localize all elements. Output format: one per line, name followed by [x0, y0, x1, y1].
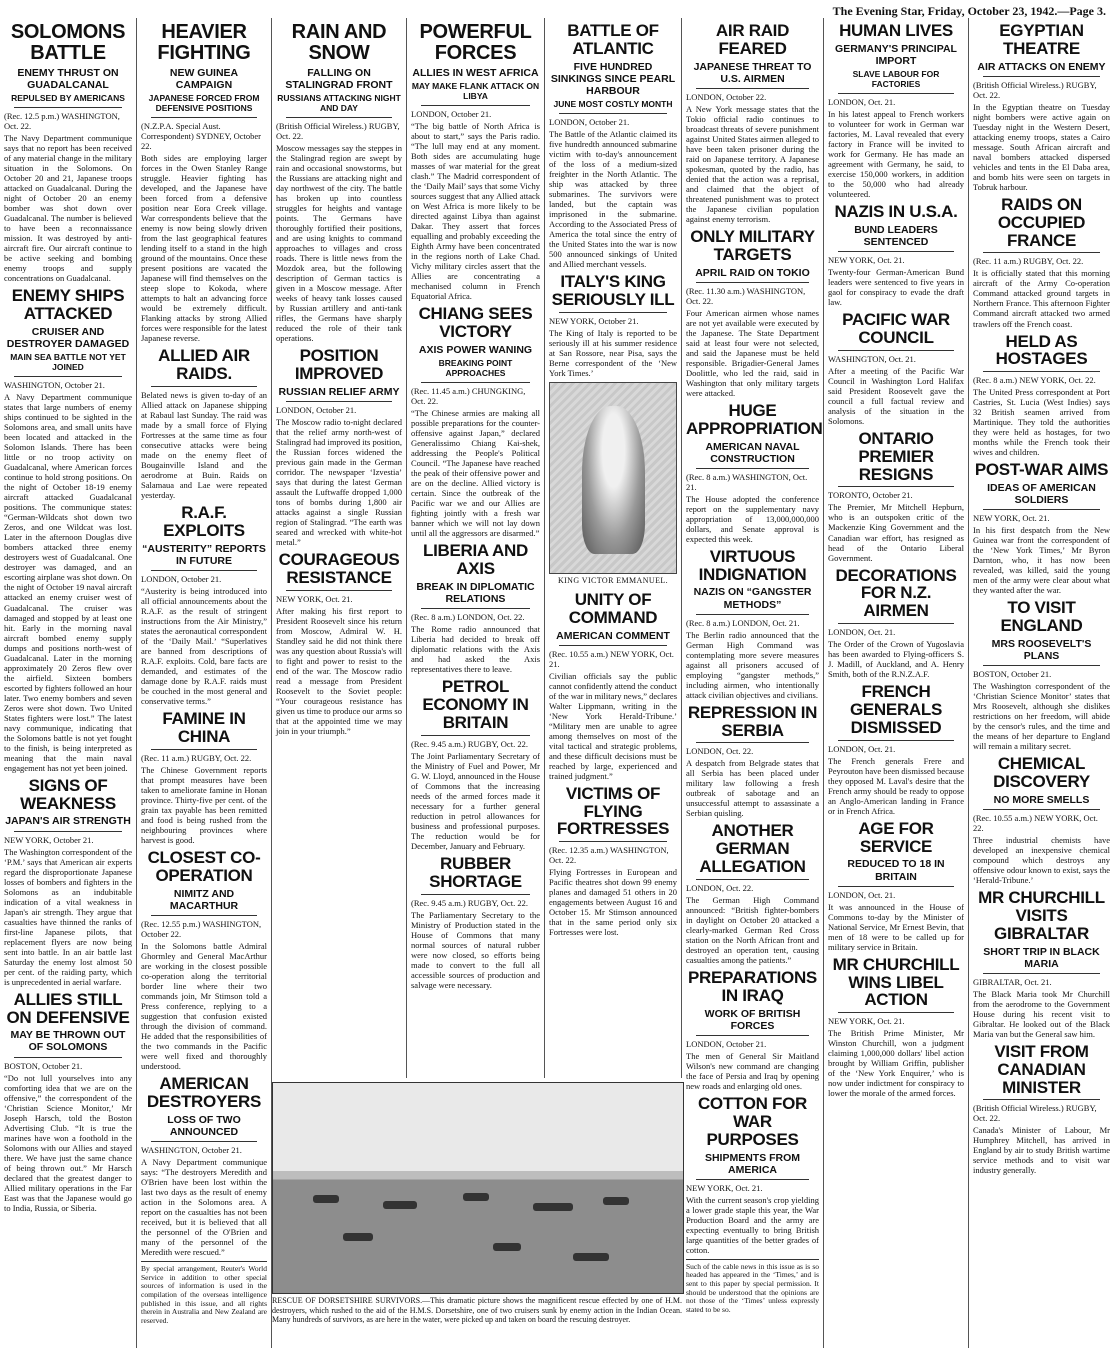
- story-dateline: BOSTON, October 21.: [973, 669, 1052, 680]
- column-5: [545, 18, 682, 1078]
- story-headline: AGE FOR SERVICE: [858, 818, 934, 856]
- story-headline: ANOTHER GERMAN ALLEGATION: [699, 821, 806, 877]
- story-headline: RAIDS ON OCCUPIED FRANCE: [997, 194, 1086, 250]
- news-story: [686, 822, 819, 965]
- story-headline: POSITION IMPROVED: [294, 346, 384, 384]
- divider-rule: [983, 76, 1100, 77]
- news-story: [828, 22, 964, 199]
- column-2: [137, 18, 272, 1348]
- story-dateline: (Rec. 11 a.m.) RUGBY, Oct. 22.: [973, 256, 1084, 267]
- divider-rule: [14, 107, 122, 108]
- news-story: [828, 203, 964, 307]
- story-dateline: LONDON, Oct. 21.: [828, 743, 896, 754]
- divider-rule: [286, 117, 392, 118]
- story-dateline: (Rec. 10.55 a.m.) NEW YORK, Oct. 22.: [973, 813, 1098, 834]
- story-headline: VIRTUOUS INDIGNATION: [698, 546, 807, 584]
- story-headline: PACIFIC WAR COUNCIL: [842, 310, 950, 347]
- story-body: The Parliamentary Secretary to the Ministry of Production stated in the House of Commons that many normal sources of natural rubber were now closed, so efforts being made to convert to the full all accessible sources of production and salvage were necessary.: [411, 909, 540, 990]
- divider-rule: [696, 282, 809, 283]
- story-headline: ENEMY SHIPS ATTACKED: [11, 286, 125, 324]
- divider-rule: [696, 1035, 809, 1036]
- story-dateline: (Rec. 11 a.m.) RUGBY, Oct. 22.: [141, 752, 252, 763]
- story-subheadline: BREAKING POINT APPROACHES: [438, 358, 513, 379]
- ship-photo-caption: RESCUE OF DORSETSHIRE SURVIVORS.—This dramatic picture shows the magnificent rescue effected by one of H.M. destroyers, which rushed to the aid of the H.M.S. Dorsetshire, one of two cruisers sunk by enemy action in the Indian Ocean. Many hundreds of survivors, as are here in the water, were picked up and taken on board the rescuing destroyer.: [272, 1296, 682, 1325]
- story-subheadline: WORK OF BRITISH FORCES: [704, 1007, 801, 1032]
- story-dateline: NEW YORK, October 21.: [549, 315, 639, 326]
- story-body: The French generals Frere and Peyrouton have been dismissed because they opposed M. Laval's desire that the French army should be ready to oppose an Anglo-American landing in France or in French Africa.: [828, 755, 964, 816]
- story-headline: DECORATIONS FOR N.Z. AIRMEN: [835, 565, 957, 621]
- story-dateline: BOSTON, October 21.: [4, 1060, 83, 1071]
- story-dateline: LONDON, October 21.: [411, 109, 492, 120]
- news-story: [141, 1075, 267, 1257]
- news-story: [549, 22, 677, 269]
- story-body: Four American airmen whose names are not yet available were executed by the Japanese. The State Department said at least four were not selected, and said the Japanese must be held responsible. Brigadier-General James Doolittle, who led the raid, said in Washington that only military targets were attacked.: [686, 307, 819, 398]
- divider-rule: [151, 749, 257, 750]
- story-headline: VISIT FROM CANADIAN MINISTER: [994, 1041, 1089, 1097]
- story-dateline: (Rec. 8 a.m.) LONDON, Oct. 22.: [411, 612, 525, 623]
- news-story: [411, 542, 540, 674]
- story-headline: ONTARIO PREMIER RESIGNS: [858, 428, 934, 484]
- column-6: [682, 18, 824, 1348]
- story-body: “Do not lull yourselves into any comforting idea that we are on the offensive,” the correspondent of the ‘Christian Science Monitor,’ Mr Joseph Harsch, told the Boston Advertising Club. “It is true the marines have won a foothold in the Solomons with our Allies and stayed there. We have just the same chance of being thrown out.” Mr Harsch declared that the greatest danger to Allied military operations in the Far East was that the Japanese would go to India, Russia, or Siberia.: [4, 1072, 132, 1213]
- story-dateline: LONDON, Oct. 21.: [828, 96, 896, 107]
- story-dateline: LONDON, October 21.: [276, 405, 357, 416]
- news-story: [686, 22, 819, 224]
- news-story: [411, 22, 540, 301]
- story-subheadline: NIMITZ AND MACARTHUR: [169, 887, 239, 912]
- story-headline: HUMAN LIVES: [839, 21, 953, 40]
- news-story: [828, 956, 964, 1099]
- story-subheadline: “AUSTERITY” REPORTS IN FUTURE: [142, 542, 266, 568]
- story-body: The Berlin radio announced that the German High Command was contemplating more severe measures against all prisoners accused of employing “gangster methods,” including airmen, who intentionally attack civilian objectives and civilians.: [686, 629, 819, 700]
- divider-rule: [421, 894, 530, 895]
- news-story: [973, 889, 1110, 1039]
- story-subheadline: RUSSIANS ATTACKING NIGHT AND DAY: [277, 93, 401, 114]
- story-dateline: NEW YORK, Oct. 21.: [686, 1182, 763, 1193]
- divider-rule: [838, 886, 954, 887]
- story-subheadline: LOSS OF TWO ANNOUNCED: [167, 1113, 241, 1138]
- story-subheadline: JAPANESE FORCED FROM DEFENSIVE POSITIONS: [148, 93, 260, 114]
- ship-rescue-photo: [272, 1082, 684, 1294]
- story-body: Belated news is given to-day of an Allied attack on Japanese shipping at Rabaul last Sunday. The raid was made by a small force of Flying Fortresses at the same time as four consecutive attacks were being made on the enemy fleet of Bougainville Island and the aerodrome at Buin. Raids on Salamaua and Lae were repeated yesterday.: [141, 390, 267, 501]
- divider-rule: [696, 614, 809, 615]
- story-dateline: NEW YORK, Oct. 21.: [828, 255, 905, 266]
- divider-rule: [838, 93, 954, 94]
- story-dateline: NEW YORK, Oct. 21.: [276, 594, 353, 605]
- story-body: A despatch from Belgrade states that all Serbia has been placed under military law following a fresh outbreak of sabotage and an unsuccessful attempt to assassinate a Serbian quisling.: [686, 758, 819, 819]
- divider-rule: [151, 1141, 257, 1142]
- story-body: With the current season's crop yielding a lower grade staple this year, the War Production Board and the army are expecting eventually to bring British large quantities of the better grades of cotton.: [686, 1194, 819, 1255]
- divider-rule: [286, 401, 392, 402]
- story-dateline: (Rec. 8 a.m.) WASHINGTON, Oct. 21.: [686, 471, 808, 492]
- story-subheadline: MAY MAKE FLANK ATTACK ON LIBYA: [411, 81, 540, 102]
- news-story: [276, 551, 402, 736]
- story-body: The King of Italy is reported to be seriously ill at his summer residence at San Rossore, near Pisa, says the Berne correspondent of the ‘New York Times.’: [549, 327, 677, 378]
- news-story: [686, 704, 819, 819]
- divider-rule: [696, 742, 809, 743]
- story-dateline: LONDON, October 21.: [686, 1038, 767, 1049]
- story-headline: UNITY OF COMMAND: [568, 589, 658, 627]
- story-body: Moscow messages say the steppes in the Stalingrad region are swept by rain and occasional snowstorms, but the Russians are attacking night and day northwest of the city. The battle has broken up into countless struggles for heights and vantage points. The Germans have thoroughly fortified their positions, and are using knights to command approaches to villages and cross roads. There is little news from the Mozdok area, but the following description of German tactics is given in a Moscow message. After weeks of heavy tank losses caused by Russian artillery and anti-tank rifles, the Germans have sharply reduced the role of their tank operations.: [276, 143, 402, 344]
- divider-rule: [983, 665, 1100, 666]
- story-body: Both sides are employing larger forces in the Owen Stanley Range struggle. Heavier fighting has developed, and the Japanese have been forced from a defensive position near Eora Creek village. War correspondents believe that the enemy is now being slowly driven from the last geographical features lending itself to a stand in the high ground of the mountains. Once these present positions are vacated the Japanese will find themselves on the steep slope to Kokoda, where attempts to halt an advancing force would be extremely difficult. Flanking attacks by strong Allied forces were responsible for the latest Japanese reverse.: [141, 153, 267, 344]
- story-dateline: LONDON, October 22.: [686, 91, 767, 102]
- story-subheadline: SHORT TRIP IN BLACK MARIA: [983, 945, 1100, 970]
- news-story: [141, 347, 267, 500]
- news-story: [828, 430, 964, 563]
- news-story: [973, 461, 1110, 595]
- story-headline: COTTON FOR WAR PURPOSES: [697, 1094, 808, 1149]
- news-story: [549, 785, 677, 938]
- news-story: [549, 273, 677, 378]
- news-story: [686, 400, 823, 544]
- story-body: The men of General Sir Maitland Wilson's new command are changing the face of Persia and Iraq by opening new roads and enlarging old ones.: [686, 1050, 819, 1091]
- divider-rule: [151, 117, 257, 118]
- divider-rule: [838, 251, 954, 252]
- story-headline: MR CHURCHILL VISITS GIBRALTAR: [978, 888, 1105, 943]
- news-story: [686, 548, 819, 700]
- divider-rule: [151, 915, 257, 916]
- story-headline: TO VISIT ENGLAND: [1000, 598, 1083, 636]
- news-story: [828, 567, 964, 680]
- divider-rule: [983, 973, 1100, 974]
- divider-rule: [838, 1012, 954, 1013]
- column-7: [824, 18, 969, 1348]
- column-3: [272, 18, 407, 1078]
- story-body: After making his first report to President Roosevelt since his return from Moscow, Admiral W. H. Standley said he did not think there was any question about Russia's will to fight and power to resist to the end of the war. The Moscow radio read a message from President Roosevelt to the Soviet people: “Your courageous resistance has given us time to produce our arms so that at the appointed time we may join in your triumph.”: [276, 606, 402, 737]
- story-headline: ITALY'S KING SERIOUSLY ILL: [551, 272, 675, 309]
- story-subheadline: BUND LEADERS SENTENCED: [854, 223, 938, 249]
- story-subheadline: FIVE HUNDRED SINKINGS SINCE PEARL HARBOUR: [550, 60, 676, 97]
- column-1: [0, 18, 137, 1348]
- story-subheadline: CRUISER AND DESTROYER DAMAGED: [6, 326, 130, 351]
- news-story: [411, 305, 540, 538]
- news-story: [141, 22, 267, 343]
- story-headline: FAMINE IN CHINA: [162, 709, 246, 747]
- story-dateline: LONDON, Oct. 22.: [686, 883, 754, 894]
- press-rights-note: By special arrangement, Reuter's World Service in addition to other special sources of information is used in the compilation of the overseas intelligence published in this issue, and all rights therein in Australia and New Zealand are reserved.: [141, 1261, 267, 1325]
- divider-rule: [559, 645, 667, 646]
- story-body: The Washington correspondent of the ‘Christian Science Monitor’ states that Mrs Roosevelt, although she dislikes restrictions on her freedom, will abide by the censor's rules, and the time and the means of her departure to England will remain a military secret.: [973, 681, 1110, 752]
- story-subheadline: SLAVE LABOUR FOR FACTORIES: [852, 68, 940, 89]
- story-headline: SIGNS OF WEAKNESS: [20, 775, 116, 813]
- divider-rule: [421, 608, 530, 609]
- story-dateline: NEW YORK, Oct. 21.: [973, 513, 1050, 524]
- story-dateline: GIBRALTAR, Oct. 21.: [973, 976, 1052, 987]
- divider-rule: [696, 879, 809, 880]
- story-body: The Order of the Crown of Yugoslavia has been awarded to Flying-officers S. J. Madill, of Auckland, and A. Henry Smith, both of the R.N.Z.A.F.: [828, 639, 964, 680]
- story-body: A Navy Department communique states that large numbers of enemy ships continued to be sighted in the Solomons area, and small units have been located and attacked in the Solomon Islands. There has been little or no troop activity on Guadalcanal, where American forces continue to hold strong positions. On the night of October 18-19 enemy aircraft attacked Guadalcanal positions. The communique states: “German-Wildcats shot down two Zeros, and one Wildcat was lost. Later in the afternoon Douglas dive bombers attacked three enemy destroyers west of Guadalcanal. One destroyer was damaged, and an escorting airplane was shot down. On the night of October 19 naval aircraft attacked an enemy cruiser west of Guadalcanal. The cruiser was damaged and stopped by at least one hit. Early in the morning naval aircraft bombed enemy supply dumps and positions north-west of Guadalcanal. Later in the morning approximately 20 Zeros flew over the airfield. Sixteen bombers escorted by fighters followed an hour later. Two enemy bombers and seven Zeros were shot down. Two United States fighters were lost.” The latest navy communique, indicating that the Solomons battle is not yet fought to the finish, is being interpreted as meaning that the main naval engagement has not yet been joined.: [4, 392, 132, 773]
- divider-rule: [838, 740, 954, 741]
- story-body: The Joint Parliamentary Secretary of the Ministry of Fuel and Power, Mr G. W. Lloyd, announced in the House of Commons that the increasing needs of the armed forces made it necessary for a further general reduction in petrol allowances for business and professional purposes. The reduction would be for December, January and February.: [411, 750, 540, 851]
- news-story: [141, 849, 267, 1071]
- story-headline: MR CHURCHILL WINS LIBEL ACTION: [832, 954, 960, 1010]
- story-headline: HELD AS HOSTAGES: [995, 331, 1088, 369]
- column-4: [407, 18, 545, 1078]
- story-dateline: (Rec. 12.35 a.m.) WASHINGTON, Oct. 22.: [549, 845, 669, 866]
- story-headline: NAZIS IN U.S.A.: [834, 202, 958, 222]
- story-dateline: WASHINGTON, Oct. 21.: [828, 353, 916, 364]
- story-subheadline: REPULSED BY AMERICANS: [11, 93, 125, 104]
- story-subheadline: FALLING ON STALINGRAD FRONT: [285, 67, 393, 92]
- story-headline: PETROL ECONOMY IN BRITAIN: [422, 677, 529, 732]
- news-story: [686, 969, 819, 1091]
- story-dateline: LONDON, Oct. 21.: [828, 627, 896, 638]
- story-subheadline: NO MORE SMELLS: [993, 794, 1090, 806]
- story-body: The German High Command announced: “British fighter-bombers in daylight on October 20 attacked a clearly-marked German Red Cross station on the North African front and destroyed an operation tent, causing casualties among the patients.”: [686, 895, 819, 966]
- divider-rule: [838, 486, 954, 487]
- story-subheadline: ENEMY THRUST ON GUADALCANAL: [17, 67, 119, 92]
- story-dateline: WASHINGTON, October 21.: [141, 1144, 242, 1155]
- story-body: In his first despatch from the New Guinea war front the correspondent of the ‘New York Times,’ Mr Byron Darnton, who, it has now been revealed, was killed, said the young men of the army were clear about what they wanted after the war.: [973, 525, 1110, 596]
- story-body: In his latest appeal to French workers to volunteer for work in German war factories, M. Laval revealed that every factory in France will be invited to work for Germany. He has made an agreement with Germany, he said, to exercise 150,000 workers, in addition to the 50,000 who had already volunteered.: [828, 108, 964, 200]
- news-story: [4, 22, 132, 283]
- story-subheadline: BREAK IN DIPLOMATIC RELATIONS: [416, 580, 535, 606]
- story-subheadline: SHIPMENTS FROM AMERICA: [704, 1151, 801, 1176]
- story-subheadline: NAZIS ON “GANGSTER METHODS”: [693, 586, 812, 611]
- story-dateline: (Rec. 11.45 a.m.) CHUNGKING, Oct. 22.: [411, 386, 526, 407]
- divider-rule: [696, 88, 809, 89]
- news-story: [973, 333, 1110, 458]
- story-subheadline: MAIN SEA BATTLE NOT YET JOINED: [10, 352, 126, 373]
- divider-rule: [838, 623, 954, 624]
- story-subheadline: JAPAN'S AIR STRENGTH: [5, 815, 131, 828]
- story-dateline: LONDON, October 21.: [549, 116, 630, 127]
- story-dateline: (Rec. 8 a.m.) NEW YORK, Oct. 22.: [973, 375, 1096, 386]
- story-subheadline: ALLIES IN WEST AFRICA: [412, 67, 539, 79]
- story-dateline: LONDON, Oct. 22.: [686, 746, 754, 757]
- story-body: The Navy Department communique says that no report has been received of any material change in the military situation in the Solomons. On October 20 and 21, Japanese troops attacked on Guadalcanal. During the night of October 20 an enemy bomber was shot down over Guadalcanal. The number is believed to have been a reconnaissance mission. It was destroyed by anti-aircraft fire. Our aircraft continue to be active seeking and bombing enemy troops and supply concentrations on Guadalcanal.: [4, 133, 132, 284]
- divider-rule: [14, 376, 122, 377]
- story-dateline: (Rec. 9.45 a.m.) RUGBY, Oct. 22.: [411, 738, 528, 749]
- divider-rule: [983, 509, 1100, 510]
- story-headline: POST-WAR AIMS: [974, 460, 1109, 480]
- story-subheadline: AXIS POWER WANING: [418, 344, 533, 357]
- divider-rule: [151, 570, 257, 571]
- story-headline: CHIANG SEES VICTORY: [418, 304, 533, 342]
- story-subheadline: AMERICAN NAVAL CONSTRUCTION: [705, 440, 800, 465]
- story-subheadline: JUNE MOST COSTLY MONTH: [553, 98, 673, 109]
- divider-rule: [983, 371, 1100, 372]
- story-headline: PREPARATIONS IN IRAQ: [688, 968, 817, 1005]
- news-story: [686, 1095, 819, 1255]
- divider-rule: [286, 590, 392, 591]
- story-body: “Austerity is being introduced into all official announcements about the R.A.F. as the result of stringent instructions from the Air Ministry,” states the aeronautical correspondent of the ‘Daily Mail.’ “Superlatives are banned from descriptions of R.A.F. exploits. Cold, bare facts are demanded, and estimates of the damage done by R.A.F. raids must be couched in the most general and conservative terms.”: [141, 586, 267, 707]
- news-story: [411, 678, 540, 851]
- story-subheadline: NEW GUINEA CAMPAIGN: [169, 67, 239, 92]
- story-body: The Moscow radio to-night declared that the relief army north-west of Stalingrad had improved its position, the Russian forces widened the previous gain made in the German corridor. The newspaper ‘Izvestia’ says that during the latest German assault the Luftwaffe dropped 1,000 tons of bombs during 1,800 air attacks against a single Russian region of Stalingrad. “The earth was seared and wrecked with white-hot metal.”: [276, 417, 402, 548]
- story-dateline: LONDON, Oct. 21.: [828, 889, 896, 900]
- story-headline: HUGE APPROPRIATION: [686, 400, 823, 438]
- story-subheadline: RUSSIAN RELIEF ARMY: [278, 386, 400, 399]
- story-dateline: WASHINGTON, October 21.: [4, 380, 105, 391]
- story-subheadline: MRS ROOSEVELT'S PLANS: [991, 638, 1092, 663]
- news-story: [276, 347, 402, 547]
- story-body: Twenty-four German-American Bund leaders were sentenced to five years in gaol for conspiracy to evade the draft law.: [828, 267, 964, 308]
- divider-rule: [983, 1099, 1100, 1100]
- story-subheadline: MAY BE THROWN OUT OF SOLOMONS: [10, 1029, 126, 1054]
- story-body: The Black Maria took Mr Churchill from the aerodrome to the Government House during his recent visit to Gibraltar. He looked out of the Black Maria van but the General saw him.: [973, 988, 1110, 1039]
- divider-rule: [559, 312, 667, 313]
- story-headline: HEAVIER FIGHTING: [157, 21, 251, 64]
- news-story: [4, 777, 132, 987]
- divider-rule: [421, 735, 530, 736]
- story-body: The British Prime Minister, Mr Winston Churchill, won a judgment claiming 1,000,000 dollars' libel action brought by William Griffin, publisher of the ‘New York Enquirer,’ who is now under indictment for conspiracy to lower the morale of the armed forces.: [828, 1028, 964, 1099]
- story-dateline: (N.Z.P.A. Special Aust. Correspondent) SYDNEY, October 22.: [141, 121, 262, 152]
- column-8: [969, 18, 1114, 1348]
- story-body: The Washington correspondent of the ‘P.M.’ says that American air experts regard the disproportionate Japanese losses of bombers and fighters in the Solomons as an indubitable indication of a vital weakness in Japan's air strength. They argue that casualties have thinned the ranks of first-line Japanese pilots, that replacement flyers are now being sent into battle. In an air battle last Saturday the enemy lost almost 50 per cent. of the raiding party, which is unprecedented in aerial warfare.: [4, 846, 132, 987]
- story-body: Three industrial chemists have developed an inexpensive chemical compound which destroys any offensive odour known to exist, says the ‘Herald-Tribune.’: [973, 835, 1111, 886]
- story-subheadline: IDEAS OF AMERICAN SOLDIERS: [987, 482, 1096, 507]
- story-headline: SOLOMONS BATTLE: [10, 21, 126, 64]
- news-story: [686, 228, 819, 398]
- story-subheadline: REDUCED TO 18 IN BRITAIN: [847, 858, 945, 883]
- story-dateline: (Rec. 11.30 a.m.) WASHINGTON, Oct. 22.: [686, 285, 806, 306]
- divider-rule: [14, 1057, 122, 1058]
- story-headline: RUBBER SHORTAGE: [429, 853, 522, 891]
- news-story: [973, 599, 1110, 751]
- story-dateline: (Rec. 8 a.m.) LONDON, Oct. 21.: [686, 617, 800, 628]
- story-body: A New York message states that the Tokio official radio continues to broadcast threats of severe punishment against United States airmen alleged to have been taken prisoner during the raid on Japanese territory. A Japanese spokesman, quoted by the radio, has denied that the action was a reprisal, and claimed that the object of threatened punishment was to protect the Japanese civilian population against enemy terrorism.: [686, 103, 819, 224]
- story-headline: R.A.F. EXPLOITS: [163, 503, 245, 541]
- story-dateline: (Rec. 9.45 a.m.) RUGBY, Oct. 22.: [411, 897, 528, 908]
- page-folio: The Evening Star, Friday, October 23, 1942.—Page 3.: [832, 4, 1106, 18]
- news-story: [828, 311, 964, 426]
- news-story: [141, 710, 267, 845]
- story-dateline: NEW YORK, Oct. 21.: [828, 1016, 905, 1027]
- divider-rule: [559, 113, 667, 114]
- divider-rule: [559, 841, 667, 842]
- king-portrait-photo: [549, 382, 677, 574]
- story-dateline: TORONTO, October 21.: [828, 490, 913, 501]
- story-headline: EGYPTIAN THEATRE: [999, 21, 1084, 58]
- story-dateline: (British Official Wireless.) RUGBY, Oct. 22.: [973, 79, 1097, 100]
- story-headline: REPRESSION IN SERBIA: [687, 702, 818, 740]
- story-body: The Rome radio announced that Liberia had decided to break off diplomatic relations with the Axis and had asked the Axis representatives there to leave.: [411, 624, 540, 675]
- story-body: Flying Fortresses in European and Pacific theatres shot down 99 enemy planes and damaged 51 others in 20 engagements between August 16 and October 15. Mr Stimson announced that in the same period only six Fortresses were lost.: [549, 867, 677, 938]
- divider-rule: [421, 105, 530, 106]
- news-story: [4, 287, 132, 772]
- story-body: The Chinese Government reports that prompt measures have been taken to ameliorate famine in Honan province. Thirty-five per cent. of the grain tax payable has been remitted and food is being rushed from the neighbouring provinces where harvest is good.: [141, 764, 267, 846]
- story-headline: VICTIMS OF FLYING FORTRESSES: [556, 783, 670, 839]
- story-subheadline: APRIL RAID ON TOKIO: [695, 266, 810, 279]
- story-body: The United Press correspondent at Port Castries, St. Lucia (West Indies) says 32 British seamen arrived from Martinique. They told the authorities they were held as hostages, for two months while the French took their wives and children.: [973, 387, 1110, 458]
- story-body: A Navy Department communique says: “The destroyers Meredith and O'Brien have been lost within the last two days as the result of enemy action in the Solomons area. A report on the casualties has not been received, but it is believed that all the personnel of the O'Brien and many of the personnel of the Meredith were rescued.”: [141, 1156, 267, 1258]
- story-headline: FRENCH GENERALS DISMISSED: [849, 682, 943, 737]
- story-headline: POWERFUL FORCES: [419, 21, 532, 64]
- story-dateline: (Rec. 12.5 p.m.) WASHINGTON, Oct. 22.: [4, 111, 120, 132]
- story-dateline: (British Official Wireless.) RUGBY, Oct. 22.: [973, 1103, 1097, 1124]
- story-body: It is officially stated that this morning aircraft of the Army Co-operation Command attacked ground targets in Northern France. This afternoon Fighter Command aircraft attacked two armed trawlers off the French coast.: [973, 268, 1110, 329]
- news-story: [973, 1043, 1110, 1176]
- divider-rule: [838, 350, 954, 351]
- story-headline: CHEMICAL DISCOVERY: [993, 754, 1090, 792]
- story-body: After a meeting of the Pacific War Council in Washington Lord Halifax said President Roosevelt gave the council a full factual review and analysis of the situation in the Solomons.: [828, 365, 964, 426]
- story-body: The House adopted the conference report on the supplementary navy appropriation of 13,000,000,000 dollars, and Senate approval is expected this week.: [686, 493, 819, 544]
- story-headline: CLOSEST CO-OPERATION: [147, 848, 261, 885]
- news-story: [276, 22, 402, 343]
- story-headline: LIBERIA AND AXIS: [423, 541, 528, 579]
- divider-rule: [696, 1179, 809, 1180]
- story-body: The Battle of the Atlantic claimed its five hundredth announced submarine victim with to-day's announcement of the loss of a medium-sized freighter in the North Atlantic. The ship was attacked by three submarines. The survivors were landed, but the captain was imprisoned in the submarine. According to the Associated Press of America the total since the entry of the United States into the war is now 500 announced sinkings of United and Allied merchant vessels.: [549, 128, 677, 270]
- news-story: [4, 991, 132, 1213]
- story-dateline: (Rec. 10.55 a.m.) NEW YORK, Oct. 21.: [549, 648, 674, 669]
- story-body: “The Chinese armies are making all possible preparations for the counter-offensive against Japan,” declared Generalissimo Chiang Kai-shek, addressing the People's Political Council. “The Japanese have reached the peak of their offensive power and are on the decline. Allied victory is certain. Since the outbreak of the Pacific war we and our Allies are fighting jointly with a fresh war banner which we will not lay down until all the aggressors are disarmed.”: [411, 408, 540, 539]
- story-headline: AMERICAN DESTROYERS: [146, 1074, 262, 1111]
- story-headline: COURAGEOUS RESISTANCE: [278, 550, 400, 588]
- story-dateline: LONDON, October 21.: [141, 574, 222, 585]
- story-headline: RAIN AND SNOW: [291, 21, 387, 64]
- times-permission-note: Such of the cable news in this issue as is so headed has appeared in the ‘Times,’ and is sent to this paper by special permission. It should be understood that the opinions are not those of the ‘Times’ unless expressly stated to be so.: [686, 1259, 819, 1315]
- story-body: The Premier, Mr Mitchell Hepburn, who is an outspoken critic of the Mackenzie King Government and the Canadian war effort, has resigned as head of the Ontario Liberal Government.: [828, 502, 964, 563]
- story-dateline: (British Official Wireless.) RUGBY, Oct. 22.: [276, 121, 400, 142]
- king-photo-caption: KING VICTOR EMMANUEL.: [557, 575, 669, 585]
- story-body: In the Egyptian theatre on Tuesday night bombers were active again on Tuesday night in the Western Desert, attacking enemy troops, states a Cairo message. South African aircraft and naval bombers attacked dispersed vehicles and tents in the El Daba area, and bomb hits were seen on targets in Tobruk harbour.: [973, 101, 1110, 192]
- story-subheadline: JAPANESE THREAT TO U.S. AIRMEN: [693, 60, 812, 85]
- news-story: [141, 504, 267, 706]
- story-body: It was announced in the House of Commons to-day by the Minister of National Service, Mr Ernest Bevin, that men of 18 were to be called up for military service in Britain.: [828, 901, 964, 952]
- news-story: [828, 820, 964, 952]
- story-headline: ALLIES STILL ON DEFENSIVE: [6, 989, 130, 1027]
- story-headline: BATTLE OF ATLANTIC: [567, 21, 659, 58]
- divider-rule: [14, 831, 122, 832]
- story-headline: ONLY MILITARY TARGETS: [690, 227, 815, 264]
- story-headline: AIR RAID FEARED: [715, 21, 790, 58]
- story-body: Civilian officials say the public cannot confidently attend the conduct of the war in military news,” declares Walter Lippmann, writing in the ‘New York Herald-Tribune.’ “Military men are unable to agree among themselves on most of the vital tactical and strategic problems, and these difficult decisions must be reached by large, experienced and trained judgment.”: [549, 670, 677, 781]
- story-subheadline: AIR ATTACKS ON ENEMY: [977, 60, 1106, 73]
- story-body: Canada's Minister of Labour, Mr Humphrey Mitchell, has arrived in England by air to study British wartime service methods and to visit war industry generally.: [973, 1125, 1110, 1176]
- news-story: [973, 755, 1110, 885]
- news-story: [973, 22, 1110, 192]
- news-story: [973, 196, 1110, 329]
- story-dateline: NEW YORK, October 21.: [4, 834, 94, 845]
- story-dateline: (Rec. 12.55 p.m.) WASHINGTON, October 22.: [141, 918, 262, 939]
- divider-rule: [151, 386, 257, 387]
- story-headline: ALLIED AIR RAIDS.: [158, 346, 250, 384]
- story-subheadline: AMERICAN COMMENT: [556, 629, 670, 642]
- news-story: [828, 683, 964, 816]
- divider-rule: [421, 382, 530, 383]
- story-body: “The big battle of North Africa is about to start,” says the Paris radio. “The lull may end at any moment. Both sides are accumulating huge masses of war material for the great clash.” The Madrid correspondent of the ‘Daily Mail’ says that some Vichy sources suggest that any Allied attack on West Africa is more likely to be directed against Libya than against Dakar. They assert that forces equalling and probably exceeding the Eighth Army have been concentrated in the regions north of Lake Chad. Vichy military circles assert that the Allies are concentrating a mechanised column in French Equatorial Africa.: [411, 121, 540, 302]
- story-subheadline: GERMANY'S PRINCIPAL IMPORT: [835, 42, 957, 67]
- divider-rule: [983, 252, 1100, 253]
- divider-rule: [983, 809, 1100, 810]
- story-body: In the Solomons battle Admiral Ghormley and General MacArthur are working in the closest possible co-operation along the territorial border line where their two commands join, Mr Stimson told a Press conference, replying to a suggestion that confusion existed through the division of command. He added that the responsibilities of the two commands in the Pacific were well fixed and thoroughly understood.: [141, 940, 267, 1072]
- divider-rule: [696, 468, 809, 469]
- news-story: [411, 855, 540, 990]
- news-story: [549, 591, 677, 781]
